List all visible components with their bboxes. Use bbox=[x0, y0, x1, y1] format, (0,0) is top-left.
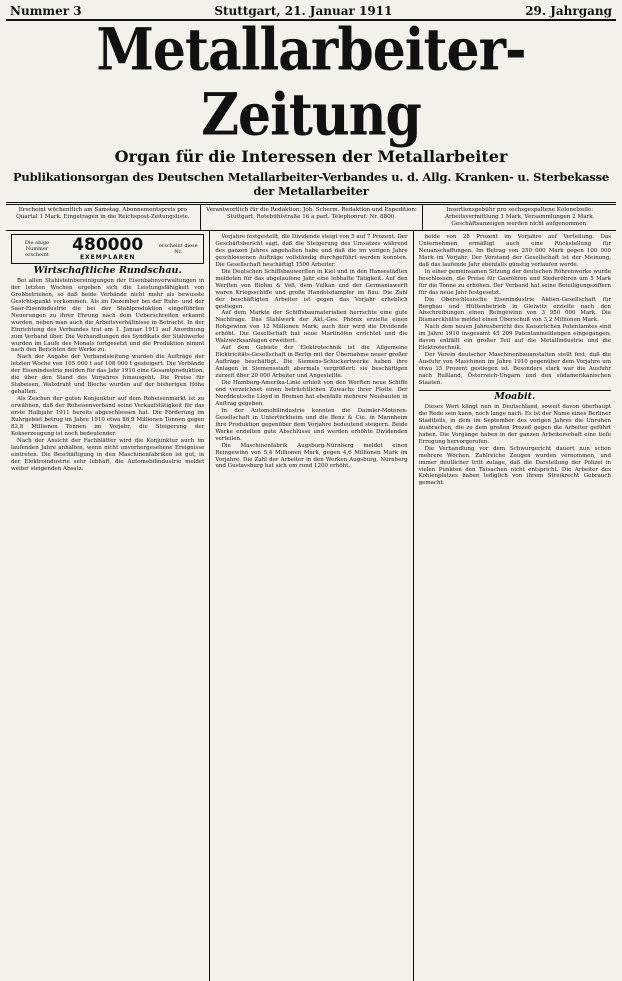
article-paragraph: Die Maschinenfabrik Augsburg-Nürnberg meldet einen Reingewinn von 5,4 Millionen Mark, gegen 4,6 Millionen Mark im Vorjahre. Die Zahl der Arbeiter in den Werken Augsburg, Nürnberg und Gustavsburg hat sich um rund 1200 erhöht. bbox=[215, 442, 408, 470]
issue-number: Nummer 3 bbox=[10, 4, 82, 18]
article-paragraph: In einer gemeinsamen Sitzung der deutschen Röhrenwerke wurde beschlossen, die Preise für Gasröhren und Siederöhren um 5 Mark für die Tonne zu erhöhen. Der Verband hat seine Beteiligungsziffern für das neue Jahr festgesetzt. bbox=[418, 268, 611, 296]
masthead-publisher-line: Publikationsorgan des Deutschen Metallarbeiter-Verbandes u. d. Allg. Kranken- u. Sterbekasse der Metallarbeiter bbox=[6, 170, 616, 205]
article-title: Wirtschaftliche Rundschau. bbox=[33, 265, 182, 276]
advertising-info: Insertionsgebühr pro sechsgespaltene Kolonelzeile: Arbeitsvermittlung 1 Mark, Versammlungen 2 Mark. Geschäftsanzeigen werden nicht aufgenommen. bbox=[422, 205, 616, 230]
column-3 bbox=[413, 231, 616, 981]
article-columns bbox=[6, 231, 616, 981]
dateline: Stuttgart, 21. Januar 1911 bbox=[214, 4, 393, 18]
circulation-box bbox=[11, 234, 204, 264]
column-2 bbox=[209, 231, 412, 981]
article-paragraph: Bei allen Stahlsteinbereinigungen der Eisenbahnverwaltungen in der letzten Wochen ergeben sich die Leistungsfähigkeit von Großbetrieben, so daß beide Verbände nicht mehr als bewusste Gesichtspunkt vorkommen. Als im Dezember bei der Ruhr- und der Saar-Eisenindustrie die bei der Stahlproduktion eingeführten Neuerungen zu ihrer Ehrung nach dem Ueberschreiten erkannt wurden, neben man auch die Arbeitsverhältnisse in Betracht. In der Einrichtung des Verbandes trat am 1. Januar 1911 auf Anordnung zum Verband über. Die Verhandlungen des Syndikats der Stahlwerke wurden im Laufe des Monats fortgesetzt und die Produktion nimmt nach den Berichten der Werke zu. bbox=[11, 277, 205, 354]
article-paragraph: Nach der Angabe der Verbandsleitung wurden die Aufträge der letzten Woche von 105 000 t auf 108 000 t gesteigert. Die Verbände der Eisenindustrie melden für das Jahr 1910 eine Gesamtproduktion, die über den Stand des Vorjahres hinausgeht. Die Preise für Stabeisen, Walzdraht und Bleche wurden auf der bisherigen Höhe gehalten. bbox=[11, 354, 205, 396]
circulation-left-label: Die obige Nummer erscheint bbox=[24, 240, 50, 258]
volume: 29. Jahrgang bbox=[525, 4, 612, 18]
circulation-number: 480000 bbox=[72, 235, 144, 255]
editorial-info: Verantwortlich für die Redaktion: Joh. Scherm. Redaktion und Expedition: Stuttgart, Rotebühlstraße 16 a part. Telephonruf: Nr. 8800. bbox=[200, 205, 423, 230]
article-paragraph: Dieses Wort klingt nun in Deutschland, soweit davon überhaupt die Rede sein kann, noch lange nach. Es ist der Name eines Berliner Stadtteils, in dem im September des vorigen Jahres die Unruhen ausbrachen, die zu dem großen Prozeß gegen die Arbeiter geführt haben. Die Vorgänge haben in der ganzen Arbeiterschaft eine tiefe Erregung hervorgerufen. bbox=[418, 403, 611, 445]
article-title: Moabit. bbox=[494, 390, 536, 402]
article-paragraph: Nach dem neuen Jahresbericht des Kaiserlichen Patentamtes sind im Jahre 1910 insgesamt 45 209 Patentanmeldungen eingegangen, davon entfällt ein großer Teil auf die Metallindustrie und die Elektrotechnik. bbox=[418, 324, 611, 352]
circulation-right-label: erscheint diese Nr. bbox=[159, 243, 198, 255]
article-paragraph: Vorjahre festgestellt, die Dividende steigt von 5 auf 7 Prozent. Der Geschäftsbericht sagt, daß die Steigerung des Umsatzes während des ganzen Jahres angehalten habe und daß die im vorigen Jahre geschlossenen Aufträge vollständig durchgeführt werden konnten. Die Gesellschaft beschäftigt 1500 Arbeiter. bbox=[215, 234, 408, 268]
article-paragraph: Die Deutschen Schiffsbauwerften in Kiel und in den Hansestädten meldeten für das abgelaufene Jahr eine lebhafte Tätigkeit. Auf den Werften von Blohm & Voß, dem Vulkan und der Germaniawerft waren Kriegsschiffe und große Handelsdampfer im Bau. Die Zahl der beschäftigten Arbeiter ist gegen das Vorjahr erheblich gestiegen. bbox=[215, 268, 408, 310]
article-paragraph: Als Zeichen der guten Konjunktur auf dem Roheisenmarkt ist zu erwähnen, daß der Roheisenverband seine Verkaufstätigkeit für das erste Halbjahr 1911 bereits abgeschlossen hat. Die Förderung im Ruhrgebiet betrug im Jahre 1910 etwa 88,9 Millionen Tonnen gegen 82,8 Millionen Tonnen im Vorjahr, die Steigerung der Kokserzeugung ist noch bedeutender. bbox=[11, 396, 205, 437]
newspaper-page bbox=[6, 4, 616, 896]
info-bar bbox=[6, 205, 616, 231]
masthead-title: Metallarbeiter-Zeitung bbox=[96, 15, 526, 150]
article-paragraph: Nach der Ansicht der Fachblätter wird die Konjunktur auch im laufenden Jahre anhalten, wenn nicht unvorhergesehene Ereignisse eintreten. Die Beschäftigung in den Maschinenfabriken ist gut, in der Elektroindustrie sehr lebhaft, die Automobilindustrie meldet weiter steigenden Absatz. bbox=[11, 437, 205, 472]
article-paragraph: Die Hamburg-Amerika-Linie erhielt von den Werften neue Schiffe und verzeichnet einen beträchtlichen Zuwachs ihrer Flotte. Der Norddeutsche Lloyd in Bremen hat ebenfalls mehrere Neubauten in Auftrag gegeben. bbox=[215, 380, 408, 407]
circulation-unit: EXEMPLAREN bbox=[79, 254, 136, 261]
subscription-info: Erscheint wöchentlich am Samstag. Abonnementspreis pro Quartal 1 Mark. Eingetragen in die Reichspost-Zeitungsliste. bbox=[16, 207, 190, 220]
article-paragraph: Der Verein deutscher Maschinenbauanstalten stellt fest, daß die Ausfuhr von Maschinen im Jahre 1910 gegenüber dem Vorjahre um etwa 15 Prozent gestiegen ist. Besonders stark war die Ausfuhr nach Rußland, Österreich-Ungarn und den südamerikanischen Staaten. bbox=[418, 352, 611, 387]
article-paragraph: Die Oberschlesische Eisenindustrie Aktien-Gesellschaft für Bergbau und Hüttenbetrieb in Gleiwitz erzielte nach den Abschreibungen einen Reingewinn von 3 950 000 Mark. Die Bismarckhütte meldet einen Überschuß von 3,2 Millionen Mark. bbox=[418, 296, 611, 324]
article-paragraph: Auf dem Markte der Schiffsbaumaterialien herrschte eine gute Nachfrage. Das Stahlwerk der Akt.-Ges. Phönix erzielte einen Rohgewinn von 12 Millionen Mark; auch hier wird die Dividende erhöht. Die Gesellschaft hat neue Martinöfen errichtet und die Walzwerksanlagen erweitert. bbox=[215, 310, 408, 345]
column-1 bbox=[6, 231, 209, 981]
article-paragraph: Die Verhandlung vor dem Schwurgericht dauert nun schon mehrere Wochen. Zahlreiche Zeugen wurden vernommen, und immer deutlicher tritt zutage, daß die Darstellung der Polizei in vielen Punkten den Tatsachen nicht entspricht. Die Arbeiter des Kohlenplatzes haben lediglich von ihrem Streikrecht Gebrauch gemacht. bbox=[418, 445, 611, 487]
article-paragraph: In der Automobilindustrie konnten die Daimler-Motoren-Gesellschaft in Untertürkheim und die Benz & Cie. in Mannheim ihre Produktion gegenüber dem Vorjahre bedeutend steigern. Beide Werke erzielten gute Abschlüsse und werden erhöhte Dividenden verteilen. bbox=[215, 407, 408, 442]
masthead-subtitle: Organ für die Interessen der Metallarbeiter bbox=[114, 147, 508, 166]
article-paragraph: Auf dem Gebiete der Elektrotechnik ist die Allgemeine Elektricitäts-Gesellschaft in Berlin mit der Übernahme neuer großer Aufträge beschäftigt. Die Siemens-Schuckertwerke haben ihre Anlagen in Siemensstadt abermals vergrößert; sie beschäftigen zurzeit über 20 000 Arbeiter und Angestellte. bbox=[215, 345, 408, 380]
article-paragraph: beide von 28 Prozent im Vorjahre auf Verteilung. Das Unternehmen ermäßigt auch eine Rückstellung für Neuanschaffungen. Im Betrag von 250 000 Mark gegen 100 000 Mark im Vorjahr. Der Vorstand der Gesellschaft ist der Meinung, daß das laufende Jahr ebenfalls günstig verlaufen werde. bbox=[418, 234, 611, 268]
